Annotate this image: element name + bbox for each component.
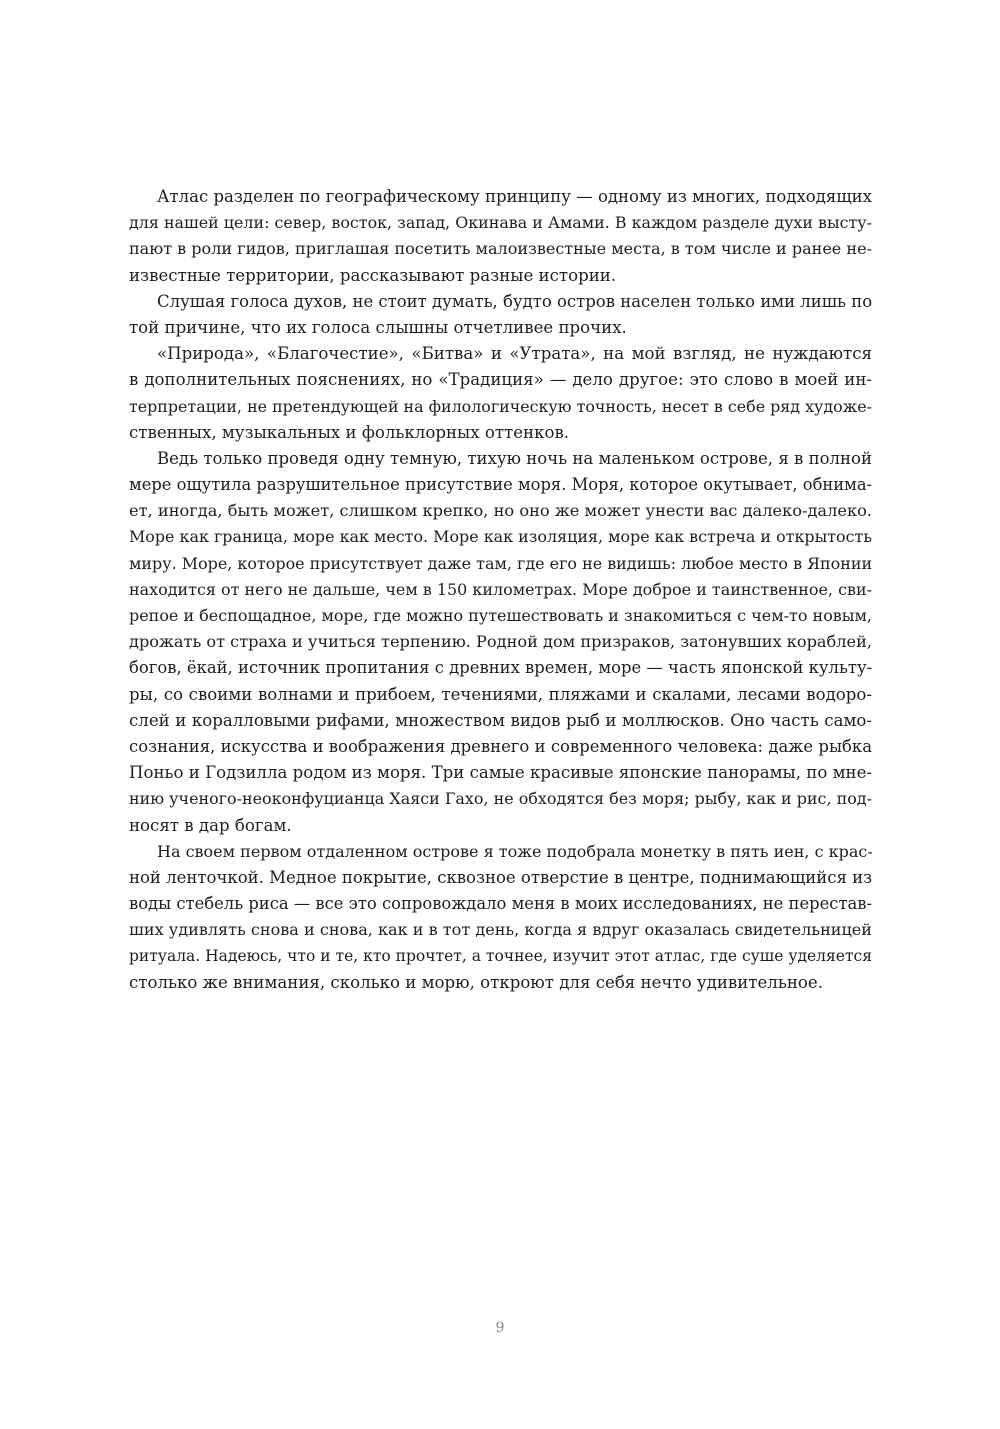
text-line: ет, иногда, быть может, слишком крепко, но оно же может унести вас далеко-далеко.: [129, 501, 872, 521]
text-line: ры, со своими волнами и прибоем, течениями, пляжами и скалами, лесами водоро-: [129, 684, 872, 704]
text-line: дрожать от страха и учиться терпению. Родной дом призраков, затонувших кораблей,: [129, 632, 872, 652]
text-line: той причине, что их голоса слышны отчетливее прочих.: [129, 317, 627, 337]
body-text: [129, 184, 872, 996]
paragraph-3: [129, 341, 872, 446]
text-line: сознания, искусства и воображения древнего и современного человека: даже рыбка: [129, 736, 872, 756]
text-line: На своем первом отдаленном острове я тоже подобрала монетку в пять иен, с крас-: [157, 841, 873, 861]
paragraph-5: [129, 839, 872, 996]
text-line: для нашей цели: север, восток, запад, Окинава и Амами. В каждом разделе духи высту-: [129, 213, 872, 233]
text-line: «Природа», «Благочестие», «Битва» и «Утрата», на мой взгляд, не нуждаются: [157, 344, 872, 364]
paragraph-2: [129, 289, 872, 341]
text-line: репое и беспощадное, море, где можно путешествовать и знакомиться с чем-то новым,: [129, 606, 872, 625]
text-line: ритуала. Надеюсь, что и те, кто прочтет, а точнее, изучит этот атлас, где суше уделяется: [129, 947, 872, 966]
text-line: миру. Море, которое присутствует даже там, где его не видишь: любое место в Японии: [129, 553, 873, 573]
text-line: Слушая голоса духов, не стоит думать, будто остров населен только ими лишь по: [157, 291, 873, 311]
text-line: пают в роли гидов, приглашая посетить малоизвестные места, в том числе и ранее не-: [129, 239, 872, 259]
page-number: 9: [495, 1320, 505, 1336]
text-line: известные территории, рассказывают разные истории.: [129, 265, 617, 285]
text-line: слей и коралловыми рифами, множеством видов рыб и моллюсков. Оно часть само-: [129, 710, 872, 730]
text-line: Ведь только проведя одну темную, тихую ночь на маленьком острове, я в полной: [157, 448, 872, 468]
text-line: ших удивлять снова и снова, как и в тот день, когда я вдруг оказалась свидетельницей: [129, 920, 872, 940]
text-line: мере ощутила разрушительное присутствие моря. Моря, которое окутывает, обнима-: [129, 475, 873, 495]
text-line: Атлас разделен по географическому принципу — одному из многих, подходящих: [157, 187, 872, 206]
text-line: богов, ёкай, источник пропитания с древних времен, море — часть японской культу-: [129, 658, 873, 678]
text-line: Поньо и Годзилла родом из моря. Три самые красивые японские панорамы, по мне-: [129, 763, 872, 783]
text-line: нию ученого-неоконфуцианца Хаяси Гахо, не обходятся без моря; рыбу, как и рис, под-: [129, 789, 872, 809]
text-line: воды стебель риса — все это сопровождало меня в моих исследованиях, не перестав-: [129, 894, 872, 914]
text-line: ной ленточкой. Медное покрытие, сквозное отверстие в центре, поднимающийся из: [129, 867, 873, 887]
text-line: терпретации, не претендующей на филологическую точность, несет в себе ряд художе-: [129, 396, 873, 416]
text-line: Море как граница, море как место. Море как изоляция, море как встреча и открытость: [129, 527, 872, 547]
text-line: столько же внимания, сколько и морю, откроют для себя нечто удивительное.: [129, 972, 824, 992]
text-line: ственных, музыкальных и фольклорных оттенков.: [129, 422, 570, 442]
text-line: носят в дар богам.: [129, 815, 292, 835]
text-line: находится от него не дальше, чем в 150 километрах. Море доброе и таинственное, сви-: [129, 579, 872, 599]
paragraph-4: [129, 446, 872, 839]
paragraph-1: [129, 184, 872, 289]
text-line: в дополнительных пояснениях, но «Традиция» — дело другое: это слово в моей ин-: [129, 370, 872, 390]
